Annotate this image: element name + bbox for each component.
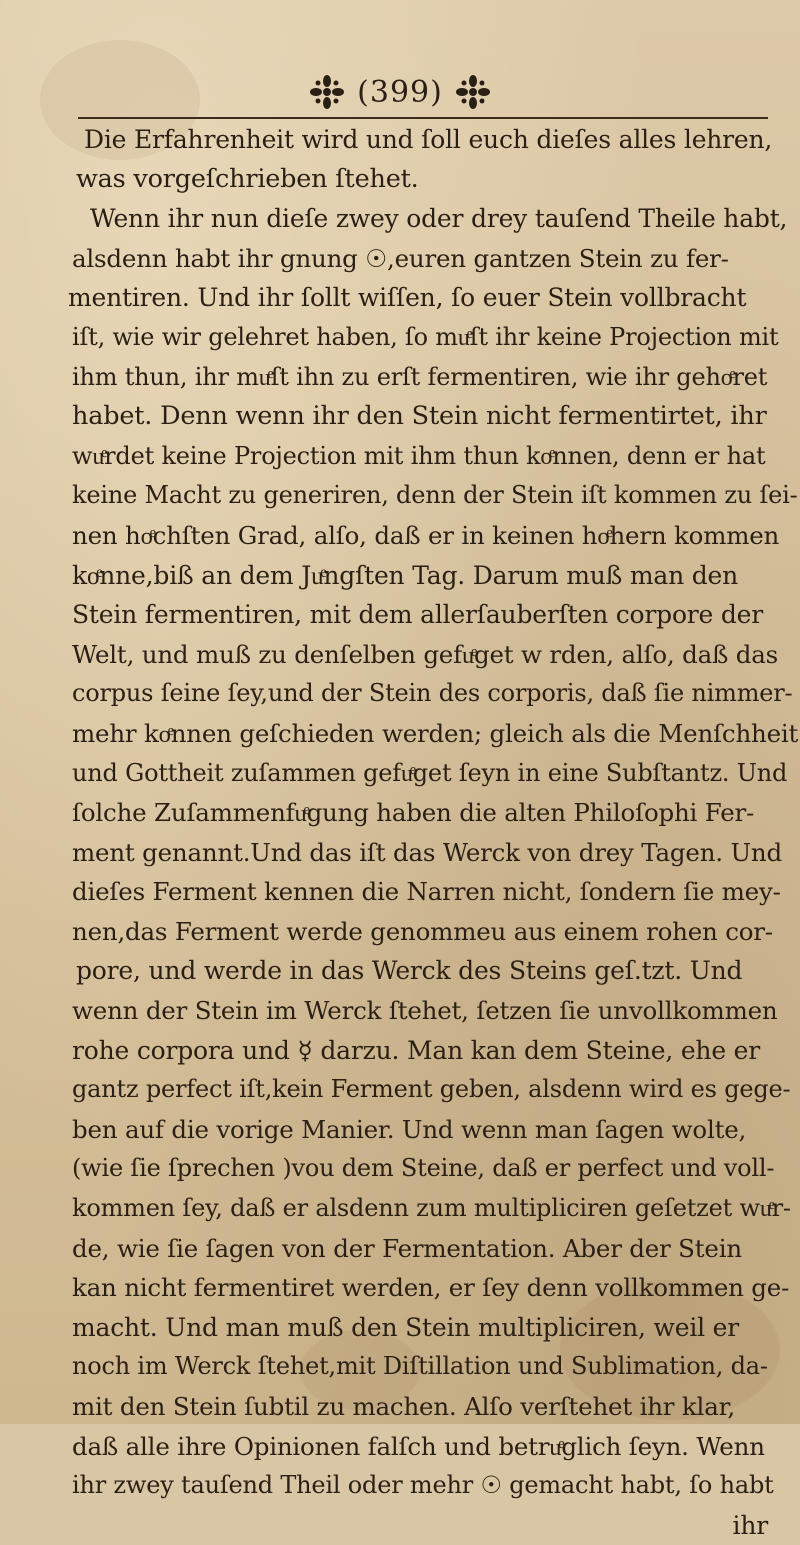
text-line: keine Macht zu generiren, denn der Stein iſt kommen zu ſei-: [72, 481, 798, 510]
page-number: (399): [357, 74, 443, 110]
text-line: ihm thun, ihr muͤſt ihn zu erſt fermentiren, wie ihr gehoͤret: [72, 362, 768, 391]
body-text: [62, 120, 799, 1545]
text-line: wuͤrdet keine Projection mit ihm thun koͤnnen, denn er hat: [72, 441, 766, 470]
text-line: nen,das Ferment werde genommeu aus einem rohen cor-: [72, 916, 773, 946]
text-line: ben auf die vorige Manier. Und wenn man ſagen wolte,: [72, 1114, 747, 1144]
text-line: Die Erfahrenheit wird und ſoll euch dieſes alles lehren,: [84, 125, 773, 154]
catchword: ihr: [732, 1510, 768, 1540]
text-line: macht. Und man muß den Stein multipliciren, weil er: [72, 1312, 739, 1342]
text-line: kommen ſey, daß er alsdenn zum multipliciren geſetzet wuͤr-: [72, 1194, 791, 1223]
text-line: noch im Werck ſtehet,mit Diſtillation und Sublimation, da-: [72, 1352, 768, 1381]
page-header: [0, 70, 800, 114]
text-line: Wenn ihr nun dieſe zwey oder drey tauſend Theile habt,: [90, 204, 788, 234]
text-line: (wie ſie ſprechen )vou dem Steine, daß er perfect und voll-: [72, 1154, 775, 1183]
text-line: ment genannt.Und das iſt das Werck von drey Tagen. Und: [72, 837, 782, 867]
text-line: corpus ſeine ſey,und der Stein des corporis, daß ſie nimmer-: [72, 679, 793, 708]
text-line: rohe corpora und ☿ darzu. Man kan dem Steine, ehe er: [72, 1035, 761, 1065]
text-line: de, wie ſie ſagen von der Fermentation. Aber der Stein: [72, 1233, 742, 1263]
text-line: alsdenn habt ihr gnung ☉,euren gantzen Stein zu fer-: [72, 243, 729, 273]
text-line: Stein fermentiren, mit dem allerſauberſten corpore der: [72, 600, 764, 630]
text-line: kan nicht fermentiret werden, er ſey denn vollkommen ge-: [72, 1273, 790, 1303]
text-line: dieſes Ferment kennen die Narren nicht, ſondern ſie mey-: [72, 877, 781, 907]
text-line: ſolche Zuſammenfuͤgung haben die alten Philoſophi Fer-: [72, 798, 755, 828]
text-line: koͤnne,biß an dem Juͤngſten Tag. Darum muß man den: [72, 560, 739, 590]
text-line: wenn der Stein im Werck ſtehet, ſetzen ſie unvollkommen: [72, 996, 778, 1026]
text-line: gantz perfect iſt,kein Ferment geben, alsdenn wird es gege-: [72, 1075, 791, 1104]
header-rule: [78, 117, 768, 119]
text-line: ihr zwey tauſend Theil oder mehr ☉ gemacht habt, ſo habt: [72, 1471, 774, 1500]
floral-ornament-icon: [455, 74, 491, 110]
text-line: daß alle ihre Opinionen falſch und betruͤglich ſeyn. Wenn: [72, 1431, 765, 1461]
text-line: Welt, und muß zu denſelben gefuͤget w rden, alſo, daß das: [72, 639, 778, 669]
text-line: mentiren. Und ihr ſollt wiſſen, ſo euer Stein vollbracht: [68, 283, 747, 313]
text-line: mit den Stein ſubtil zu machen. Alſo verſtehet ihr klar,: [72, 1392, 736, 1421]
text-line: und Gottheit zuſammen gefuͤget ſeyn in eine Subſtantz. Und: [72, 758, 788, 787]
text-line: nen hoͤchſten Grad, alſo, daß er in keinen hoͤhern kommen: [72, 520, 780, 550]
floral-ornament-icon: [309, 74, 345, 110]
text-line: was vorgeſchrieben ſtehet.: [76, 163, 419, 194]
text-line: mehr koͤnnen geſchieden werden; gleich als die Menſchheit: [72, 718, 799, 748]
text-line: habet. Denn wenn ihr den Stein nicht fermentirtet, ihr: [72, 401, 767, 432]
text-line: pore, und werde in das Werck des Steins geſ.tzt. Und: [76, 956, 743, 986]
text-line: iſt, wie wir gelehret haben, ſo muͤſt ihr keine Projection mit: [72, 322, 779, 351]
